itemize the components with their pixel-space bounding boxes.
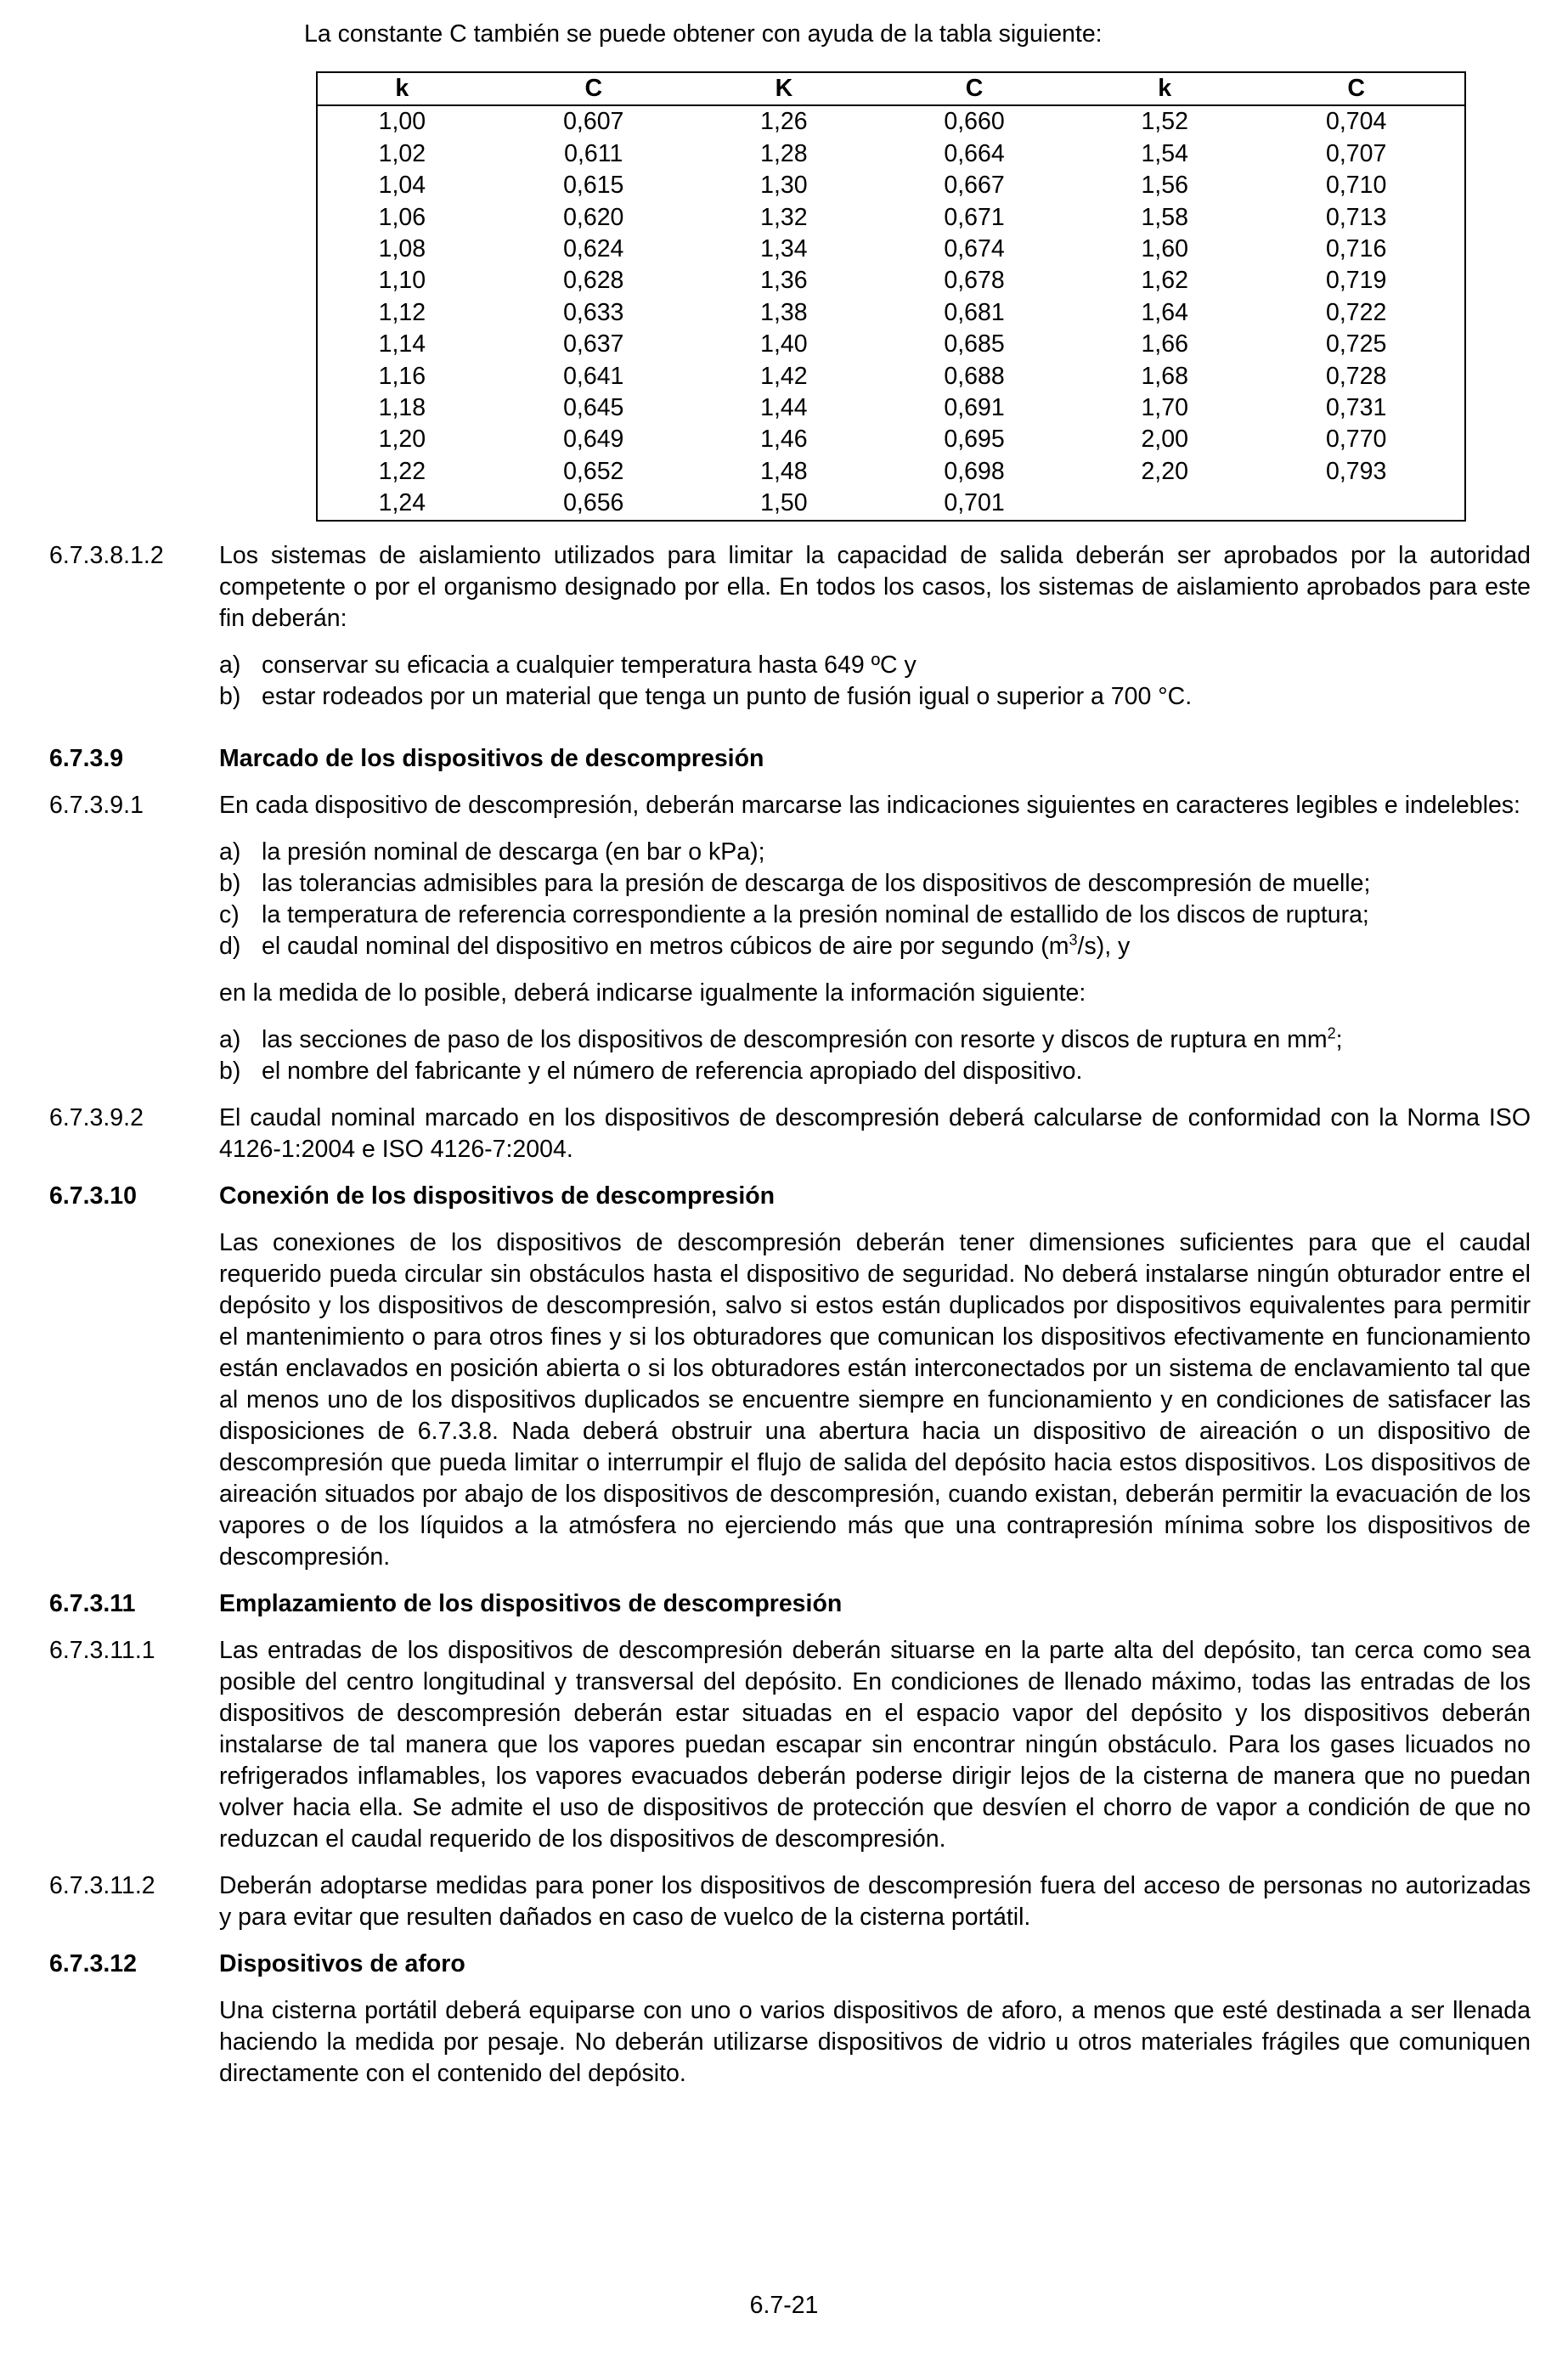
- table-cell: 1,52: [1141, 108, 1188, 136]
- item-marker: b): [219, 1058, 241, 1085]
- item-text: el caudal nominal del dispositivo en metros cúbicos de aire por segundo $(m^3/s)$, y: [262, 931, 1131, 960]
- table-cell: 0,664: [944, 139, 1005, 167]
- table-cell: 1,64: [1141, 298, 1188, 326]
- item-text: las secciones de paso de los dispositivos de descompresión con resorte y discos de ruptura en $mm^2$;: [262, 1024, 1343, 1053]
- table-cell: 0,615: [563, 172, 624, 200]
- col-header: C: [1248, 72, 1465, 105]
- table-body: [317, 105, 1465, 520]
- table-cell: 1,30: [760, 172, 808, 200]
- table-cell: [1081, 488, 1248, 520]
- table-cell: 0,698: [944, 457, 1005, 485]
- table-cell: 2,00: [1141, 426, 1188, 454]
- table-row: [317, 392, 1465, 424]
- table-cell: 0,710: [1325, 172, 1387, 200]
- list-item: [219, 837, 1531, 868]
- section-6-7-3-11-2: [49, 1870, 1531, 1933]
- table-cell: 0,656: [563, 489, 624, 517]
- table-cell: 0,713: [1325, 203, 1387, 231]
- section-6-7-3-12: [49, 1949, 1531, 1980]
- table-row: [317, 234, 1465, 265]
- section-6-7-3-9-1: [49, 790, 1531, 1087]
- table-row: [317, 424, 1465, 455]
- item-list: [219, 1024, 1531, 1087]
- table-cell: 0,695: [944, 426, 1005, 454]
- table-cell: 1,24: [378, 489, 426, 517]
- table-cell: 0,685: [944, 330, 1005, 358]
- table-row: [317, 202, 1465, 234]
- section-heading: Emplazamiento de los dispositivos de descompresión: [219, 1590, 843, 1617]
- item-marker: b): [219, 870, 241, 897]
- table-cell: 0,628: [563, 267, 624, 295]
- section-6-7-3-11-1: [49, 1635, 1531, 1855]
- paragraph: Una cisterna portátil deberá equiparse con uno o varios dispositivos de aforo, a menos que esté destinada a ser llenada haciendo la medida por pesaje. No deberán utilizarse dispositivos de vidrio u otros materiales frágiles que comuniquen directamente con el contenido del depósito.: [219, 1997, 1531, 2087]
- table-cell: 0,701: [944, 489, 1005, 517]
- table-cell: 0,611: [564, 139, 623, 167]
- table-cell: 0,770: [1325, 426, 1387, 454]
- constant-c-table: [316, 71, 1466, 522]
- table-cell: 1,56: [1141, 172, 1188, 200]
- list-item: [219, 1024, 1531, 1056]
- section-number: 6.7.3.11.1: [49, 1637, 155, 1664]
- list-item: [219, 868, 1531, 900]
- table-cell: 1,40: [760, 330, 808, 358]
- page-number: 6.7-21: [749, 2292, 819, 2319]
- table-cell: 0,674: [944, 235, 1005, 263]
- item-marker: a): [219, 1026, 241, 1053]
- item-text: las tolerancias admisibles para la presión de descarga de los dispositivos de descompresión de muelle;: [262, 870, 1371, 897]
- section-6-7-3-9: [49, 743, 1531, 775]
- table-cell: 1,18: [378, 394, 426, 422]
- section-number: 6.7.3.11: [49, 1590, 136, 1617]
- table-header-row: [317, 72, 1465, 105]
- paragraph: en la medida de lo posible, deberá indicarse igualmente la información siguiente:: [219, 979, 1086, 1007]
- table-cell: 1,10: [378, 267, 426, 295]
- paragraph: Las conexiones de los dispositivos de descompresión deberán tener dimensiones suficientes para que el caudal requerido pueda circular sin obstáculos hasta el dispositivo de seguridad. No deberá instalarse ningún obturador entre el depósito y los dispositivos de descompresión, salvo si estos están duplicados por dispositivos equivalentes para permitir el mantenimiento o para otros fines y si los obturadores que comunican los dispositivos efectivamente en funcionamiento están enclavados en posición abierta o si los obturadores están interconectados por un sistema de enclavamiento tal que al menos uno de los dispositivos duplicados se encuentre siempre en funcionamiento y en condiciones de satisfacer las disposiciones de 6.7.3.8. Nada deberá obstruir una abertura hacia un dispositivo de aireación o un dispositivo de descompresión que pueda limitar o interrumpir el flujo de salida del depósito hacia estos dispositivos. Los dispositivos de aireación situados por abajo de los dispositivos de descompresión, cuando existan, deberán permitir la evacuación de los vapores o de los líquidos a la atmósfera no ejerciendo más que una contrapresión mínima sobre los dispositivos de descompresión.: [219, 1229, 1531, 1571]
- section-heading: Marcado de los dispositivos de descompresión: [219, 745, 764, 772]
- table-cell: 1,08: [378, 235, 426, 263]
- item-text: conservar su eficacia a cualquier temperatura hasta 649 ºC y: [262, 652, 917, 679]
- table-cell: 1,48: [760, 457, 808, 485]
- table-cell: 1,42: [760, 362, 808, 390]
- table-cell: 1,36: [760, 267, 808, 295]
- item-text: la presión nominal de descarga (en bar o kPa);: [262, 838, 765, 866]
- table-cell: 0,688: [944, 362, 1005, 390]
- section-number: 6.7.3.10: [49, 1182, 138, 1210]
- table-row: [317, 297, 1465, 329]
- paragraph: Las entradas de los dispositivos de descompresión deberán situarse en la parte alta del depósito, tan cerca como sea posible del centro longitudinal y transversal del depósito. En condiciones de llenado máximo, todas las entradas de los dispositivos de descompresión deberán estar situadas en el espacio vapor del depósito y los dispositivos deberán instalarse de tal manera que los vapores puedan escapar sin encontrar ningún obstáculo. Para los gases licuados no refrigerados inflamables, los vapores evacuados deberán poderse dirigir lejos de la cisterna de manera que no puedan volver hacia ella. Se admite el uso de dispositivos de protección que desvíen el chorro de vapor a condición de que no reduzcan el caudal requerido de los dispositivos de descompresión.: [219, 1637, 1531, 1853]
- table-row: [317, 265, 1465, 296]
- col-header: k: [1081, 72, 1248, 105]
- paragraph: En cada dispositivo de descompresión, deberán marcarse las indicaciones siguientes en caracteres legibles e indelebles:: [219, 792, 1520, 819]
- list-item: [219, 681, 1531, 713]
- item-text: el nombre del fabricante y el número de referencia apropiado del dispositivo.: [262, 1058, 1083, 1085]
- table-cell: 1,04: [378, 172, 426, 200]
- table-cell: 0,652: [563, 457, 624, 485]
- table-cell: 1,66: [1141, 330, 1188, 358]
- table-cell: [1248, 488, 1465, 520]
- table-row: [317, 488, 1465, 520]
- col-header: C: [867, 72, 1081, 105]
- table-cell: 0,725: [1325, 330, 1387, 358]
- table-cell: 1,28: [760, 139, 808, 167]
- table-row: [317, 361, 1465, 392]
- table-cell: 1,20: [378, 426, 426, 454]
- table-cell: 0,704: [1325, 108, 1387, 136]
- table-row: [317, 329, 1465, 360]
- list-item: [219, 1056, 1531, 1087]
- table-cell: 0,645: [563, 394, 624, 422]
- paragraph: El caudal nominal marcado en los dispositivos de descompresión deberá calcularse de conformidad con la Norma ISO 4126-1:2004 e ISO 4126-7:2004.: [219, 1104, 1531, 1163]
- table-cell: 0,722: [1325, 298, 1387, 326]
- list-item: [219, 900, 1531, 931]
- table-cell: 1,00: [378, 108, 426, 136]
- paragraph: Deberán adoptarse medidas para poner los dispositivos de descompresión fuera del acceso de personas no autorizadas y para evitar que resulten dañados en caso de vuelco de la cisterna portátil.: [219, 1872, 1531, 1931]
- table-cell: 1,02: [378, 139, 426, 167]
- table-row: [317, 105, 1465, 138]
- table-intro: La constante C también se puede obtener con ayuda de la tabla siguiente:: [304, 20, 1103, 48]
- table-cell: 1,44: [760, 394, 808, 422]
- item-marker: d): [219, 933, 241, 960]
- item-text: la temperatura de referencia correspondiente a la presión nominal de estallido de los discos de ruptura;: [262, 901, 1369, 928]
- table-cell: 0,731: [1325, 394, 1387, 422]
- section-number: 6.7.3.12: [49, 1950, 138, 1977]
- table-cell: 1,50: [760, 489, 808, 517]
- paragraph: Los sistemas de aislamiento utilizados para limitar la capacidad de salida deberán ser aprobados por la autoridad competente o por el organismo designado por ella. En todos los casos, los sistemas de aislamiento aprobados para este fin deberán:: [219, 542, 1531, 632]
- table-cell: 1,14: [378, 330, 426, 358]
- table-cell: 0,716: [1325, 235, 1387, 263]
- table-cell: 0,667: [944, 172, 1005, 200]
- section-heading: Conexión de los dispositivos de descompresión: [219, 1182, 776, 1210]
- table-cell: 0,633: [563, 298, 624, 326]
- section-number: 6.7.3.9: [49, 745, 124, 772]
- table-cell: 0,637: [563, 330, 624, 358]
- section-number: 6.7.3.11.2: [49, 1872, 155, 1899]
- table-row: [317, 138, 1465, 170]
- table-cell: 1,38: [760, 298, 808, 326]
- table-cell: 0,660: [944, 108, 1005, 136]
- table-cell: 0,624: [563, 235, 624, 263]
- table-cell: 1,54: [1141, 139, 1188, 167]
- table-cell: 0,681: [944, 298, 1005, 326]
- col-header: C: [487, 72, 701, 105]
- table-cell: 0,671: [944, 203, 1005, 231]
- item-marker: a): [219, 838, 241, 866]
- item-marker: c): [219, 901, 240, 928]
- table-cell: 0,649: [563, 426, 624, 454]
- table-cell: 0,728: [1325, 362, 1387, 390]
- table-cell: 1,62: [1141, 267, 1188, 295]
- col-header: K: [701, 72, 867, 105]
- table-row: [317, 456, 1465, 488]
- list-item: [219, 650, 1531, 681]
- document-body: [49, 540, 1531, 2105]
- table-cell: 2,20: [1141, 457, 1188, 485]
- section-number: 6.7.3.8.1.2: [49, 542, 164, 569]
- col-header: k: [317, 72, 487, 105]
- table-cell: 1,32: [760, 203, 808, 231]
- section-number: 6.7.3.9.1: [49, 792, 144, 819]
- section-6-7-3-8-1-2: [49, 540, 1531, 728]
- section-heading: Dispositivos de aforo: [219, 1950, 465, 1977]
- list-item: [219, 931, 1531, 962]
- table-cell: 0,719: [1325, 267, 1387, 295]
- table-cell: 1,16: [378, 362, 426, 390]
- table-cell: 0,691: [944, 394, 1005, 422]
- table-cell: 1,46: [760, 426, 808, 454]
- table-cell: 1,58: [1141, 203, 1188, 231]
- table-cell: 1,26: [760, 108, 808, 136]
- item-marker: b): [219, 683, 241, 710]
- table-cell: 1,06: [378, 203, 426, 231]
- table-cell: 1,22: [378, 457, 426, 485]
- table-cell: 0,793: [1325, 457, 1387, 485]
- table-cell: 1,12: [378, 298, 426, 326]
- item-text: estar rodeados por un material que tenga un punto de fusión igual o superior a 700 °C.: [262, 683, 1193, 710]
- table-cell: 0,678: [944, 267, 1005, 295]
- item-list: [219, 837, 1531, 962]
- table-cell: 1,34: [760, 235, 808, 263]
- item-marker: a): [219, 652, 241, 679]
- table-cell: 1,70: [1141, 394, 1188, 422]
- section-6-7-3-9-2: [49, 1103, 1531, 1165]
- table-cell: 0,607: [563, 108, 624, 136]
- table-cell: 0,620: [563, 203, 624, 231]
- section-6-7-3-11: [49, 1588, 1531, 1620]
- table-cell: 0,707: [1325, 139, 1387, 167]
- item-list: [219, 650, 1531, 713]
- table-cell: 1,60: [1141, 235, 1188, 263]
- table-row: [317, 170, 1465, 201]
- table-cell: 0,641: [563, 362, 624, 390]
- section-6-7-3-10: [49, 1181, 1531, 1212]
- section-number: 6.7.3.9.2: [49, 1104, 144, 1131]
- table-cell: 1,68: [1141, 362, 1188, 390]
